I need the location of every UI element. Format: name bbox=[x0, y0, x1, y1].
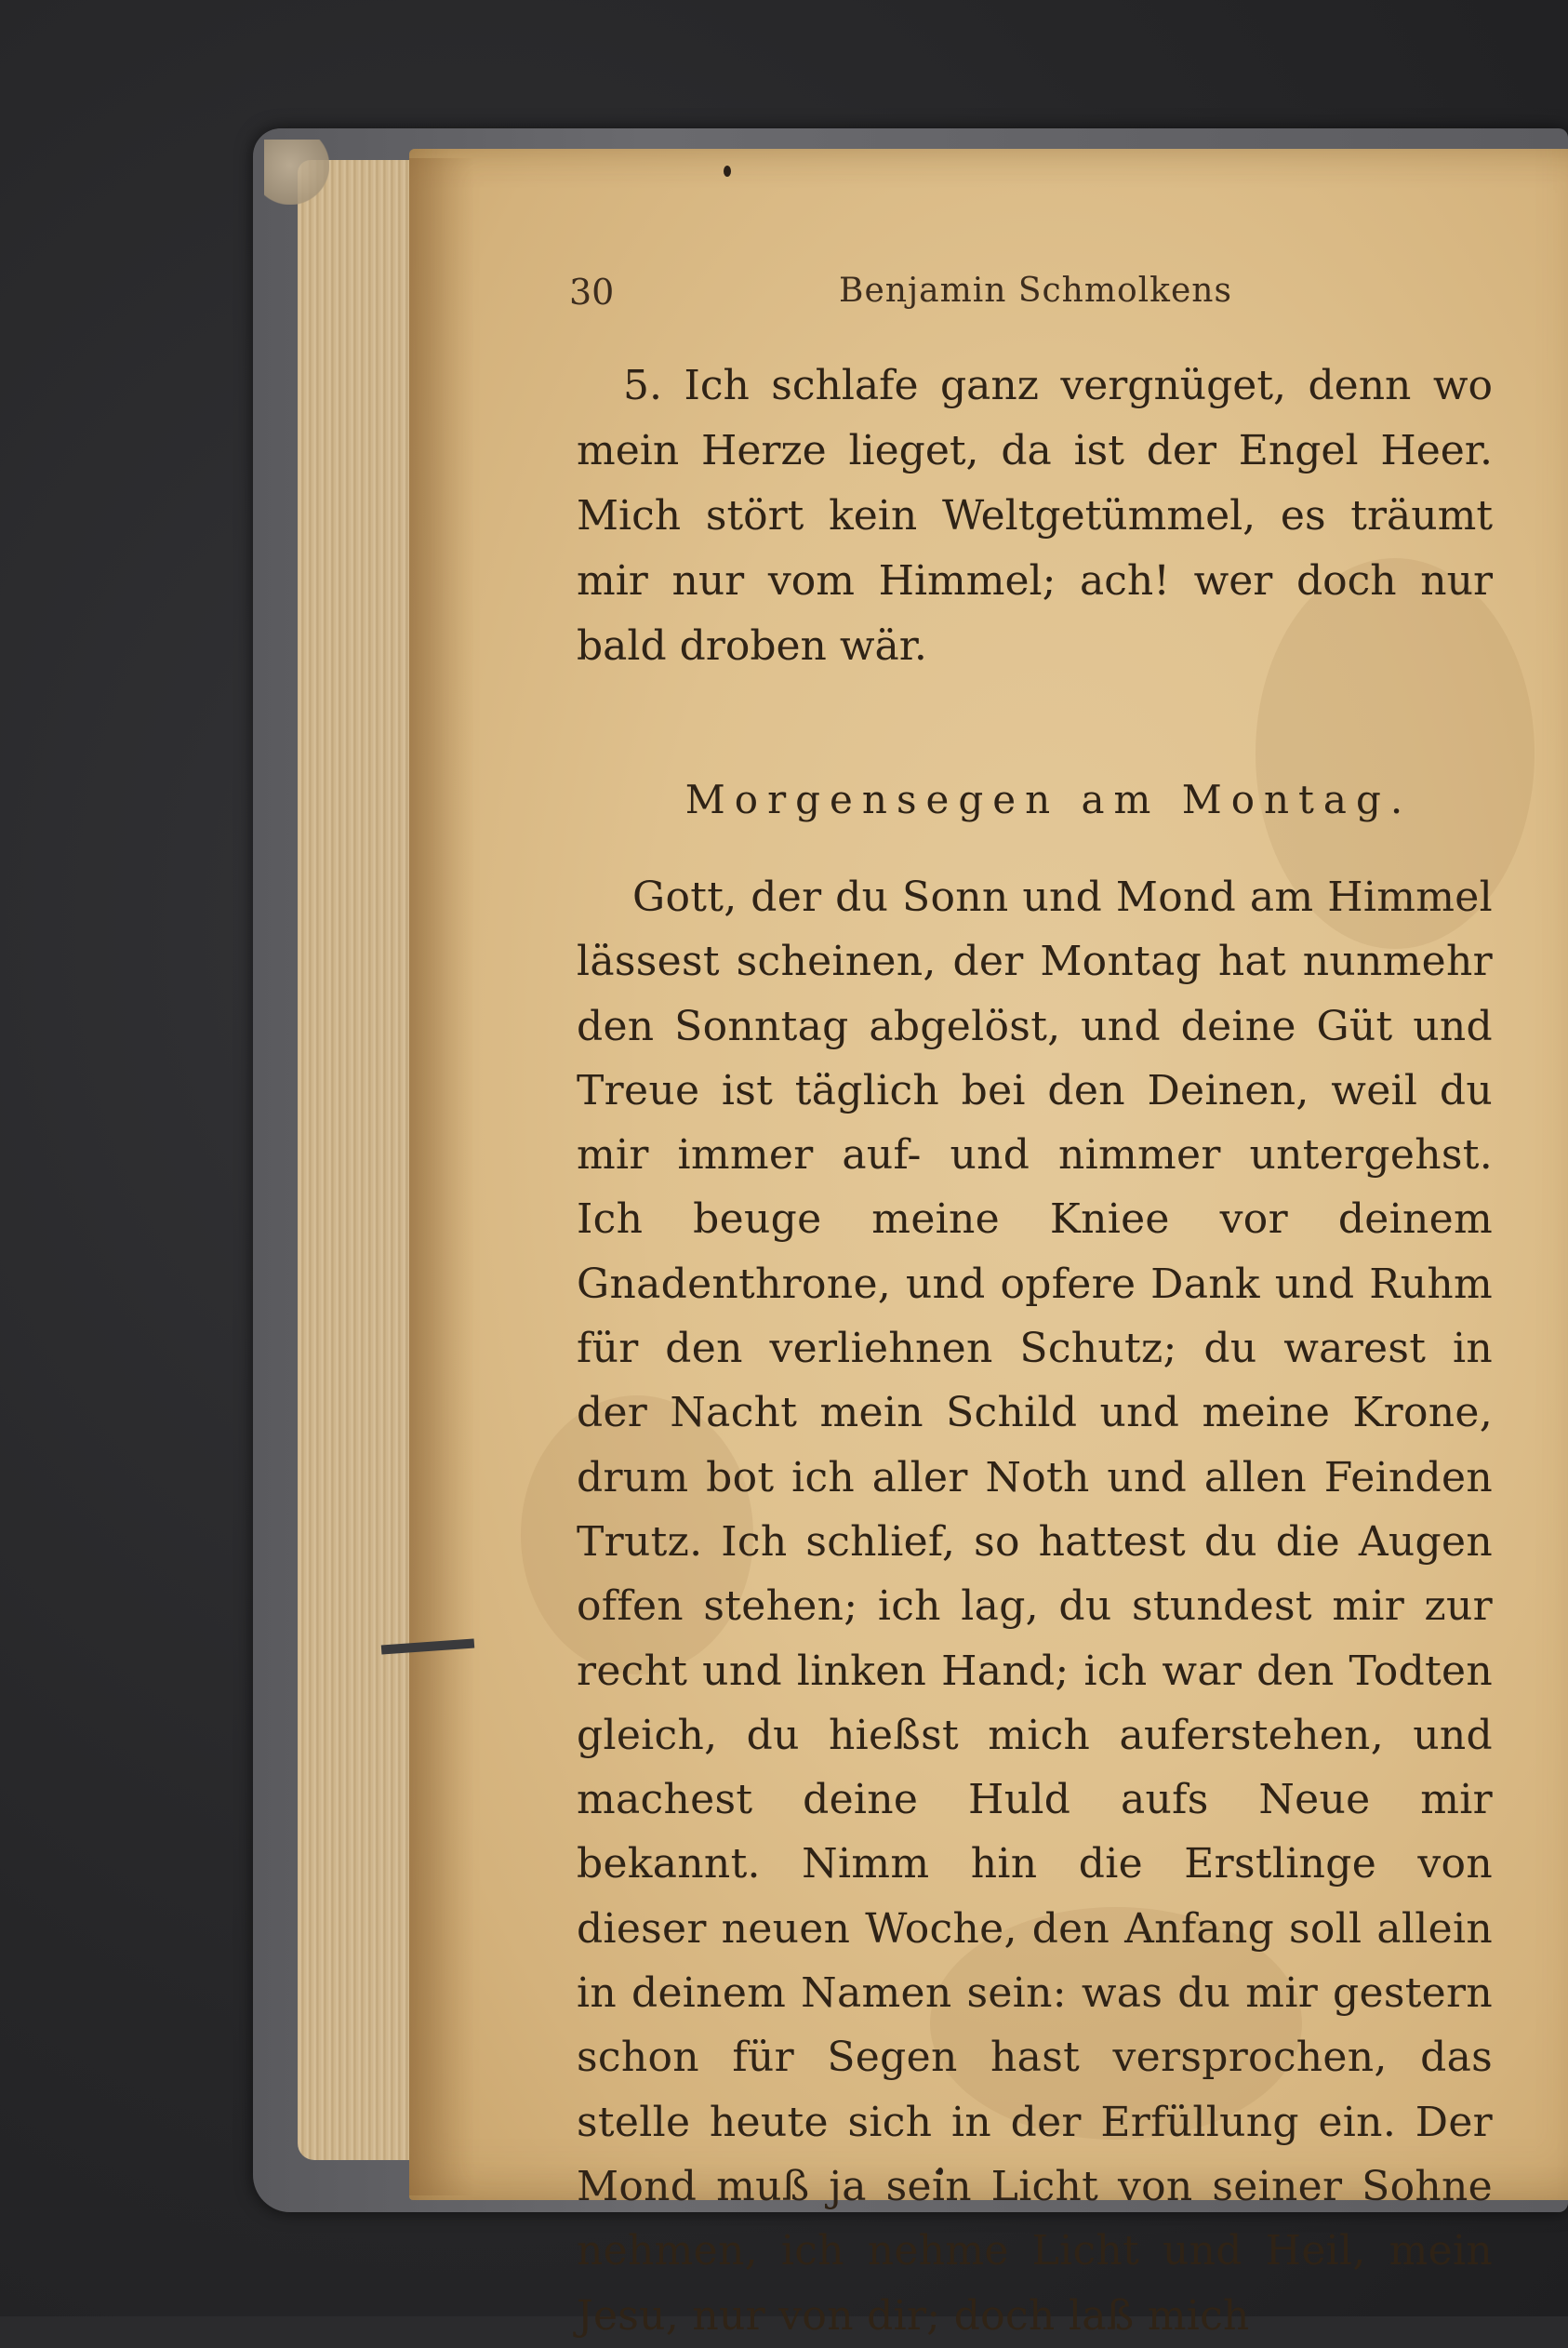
prayer-paragraph: Gott, der du Sonn und Mond am Himmel lässest scheinen, der Montag hat nunmehr den Sonntag abgelöst, und deine Güt und Treue ist täglich bei den Deinen, weil du mir immer auf- und nimmer untergehst. Ich beuge meine Kniee vor deinem Gnadenthrone, und opfere Dank und Ruhm für den verliehnen Schutz; du warest in der Nacht mein Schild und meine Krone, drum bot ich aller Noth und allen Feinden Trutz. Ich schlief, so hattest du die Augen offen stehen; ich lag, du stundest mir zur recht und linken Hand; ich war den Todten gleich, du hießst mich auferstehen, und machest deine Huld aufs Neue mir bekannt. Nimm hin die Erstlinge von dieser neuen Woche, den Anfang soll allein in deinem Namen sein: was du mir gestern schon für Segen hast versprochen, das stelle heute sich in der Erfüllung ein. Der Mond muß ja sein Licht von seiner Sohne nehmen, ich nehme Licht und Heil, mein Jesu, nur von dir; doch laß mich bbox=[577, 874, 1493, 2340]
verse-paragraph: 5. Ich schlafe ganz vergnüget, denn wo mein Herze lieget, da ist der Engel Heer. Mich stört kein Weltgetümmel, es träumt mir nur vom Himmel; ach! wer doch nur bald droben wär. bbox=[577, 362, 1493, 670]
text-block bbox=[577, 354, 1493, 2348]
running-head bbox=[569, 272, 1499, 318]
section-heading: Morgensegen am Montag. bbox=[684, 777, 1413, 822]
worn-cover-corner bbox=[264, 140, 329, 205]
running-head-title: Benjamin Schmolkens bbox=[839, 272, 1232, 310]
ink-speck bbox=[724, 166, 731, 177]
gutter-shadow bbox=[409, 158, 474, 2195]
page-number: 30 bbox=[569, 272, 615, 313]
